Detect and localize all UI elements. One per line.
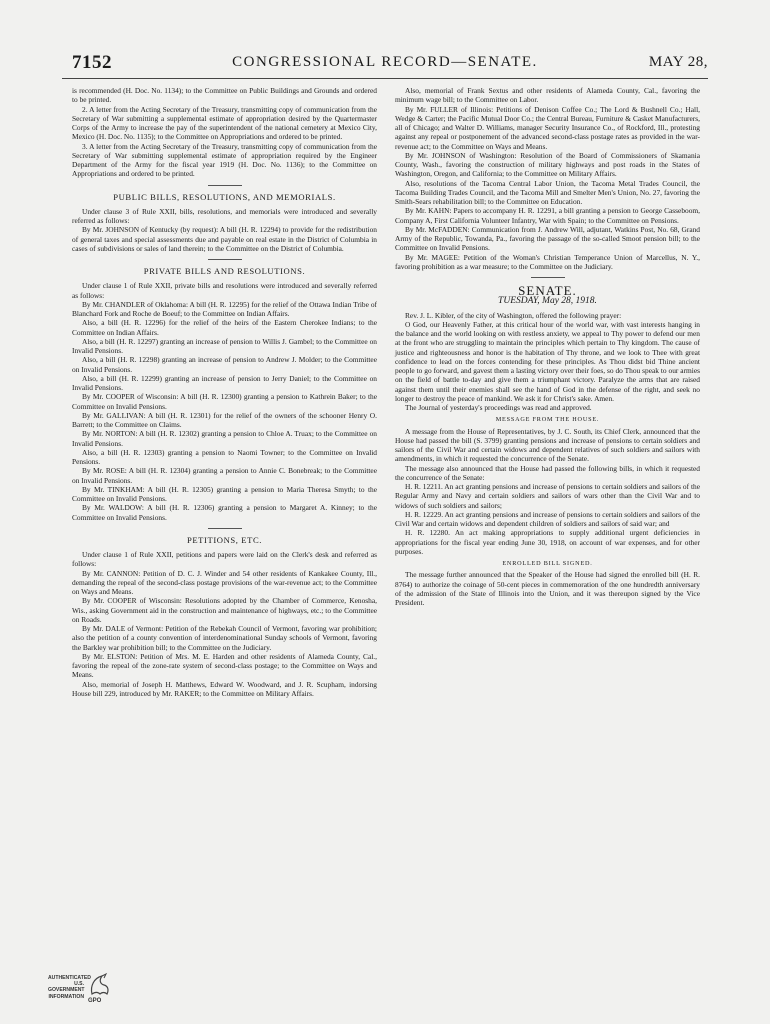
paragraph: H. R. 12211. An act granting pensions and increase of pensions to certain soldiers and sailors of the Regular Army and Navy and certain soldiers and sailors of wars other than the Civil War and to widows of such soldiers and sailors; [395, 482, 700, 510]
section-divider [208, 528, 242, 529]
section-divider [208, 185, 242, 186]
section-divider [531, 277, 565, 278]
paragraph: By Mr. ROSE: A bill (H. R. 12304) granting a pension to Annie C. Bonebreak; to the Committee on Invalid Pensions. [72, 466, 377, 485]
gpo-text [48, 975, 91, 1000]
paragraph: Also, a bill (H. R. 12297) granting an increase of pension to Willis J. Gambel; to the Committee on Invalid Pensions. [72, 336, 377, 355]
paragraph: By Mr. COOPER of Wisconsin: A bill (H. R. 12300) granting a pension to Kathrein Baker; to the Committee on Invalid Pensions. [72, 392, 377, 411]
paragraph: By Mr. JOHNSON of Washington: Resolution of the Board of Commissioners of Skamania County, Wash., favoring the construction of military highways and post roads in the States of Washington, Oregon, and California; to the Committee on Military Affairs. [395, 150, 700, 179]
paragraph: H. R. 12229. An act granting pensions and increase of pensions to certain soldiers and sailors of the Civil War and certain widows and dependent children of soldiers and sailors of said war; and [395, 509, 700, 528]
paragraph: is recommended (H. Doc. No. 1134); to the Committee on Public Buildings and Grounds and ordered to be printed. [72, 86, 377, 105]
session-date: TUESDAY, May 28, 1918. [498, 296, 597, 307]
gpo-word: GPO [88, 998, 102, 1004]
paragraph: Also, resolutions of the Tacoma Central Labor Union, the Tacoma Metal Trades Council, the Tacoma Building Trades Council, and the Tacoma Mill and Smelter Men's Union, No. 27, favoring the Smith-Sears rehabilitation bill; to the Committee on Education. [395, 178, 700, 206]
gpo-line: AUTHENTICATED [48, 975, 91, 981]
page-number: 7152 [72, 52, 112, 73]
section-heading: PRIVATE BILLS AND RESOLUTIONS. [143, 266, 306, 276]
paragraph: By Mr. DALE of Vermont: Petition of the Rebekah Council of Vermont, favoring war prohibition; also the petition of a county convention of interdenominational Sunday schools of Vermont, favoring the Barkley war prohibition bill; to the Committee on the Judiciary. [72, 624, 377, 652]
paragraph: Also, memorial of Joseph H. Matthews, Edward W. Woodward, and J. R. Scupham, indorsing House bill 229, introduced by Mr. RAKER; to the Committee on Military Affairs. [72, 679, 377, 698]
paragraph: By Mr. NORTON: A bill (H. R. 12302) granting a pension to Chloe A. Truax; to the Committee on Invalid Pensions. [72, 429, 377, 448]
paragraph: A message from the House of Representatives, by J. C. South, its Chief Clerk, announced that the House had passed the bill (S. 3799) granting pensions and increase of pensions to certain soldiers and sailors of the Civil War and certain widows and dependent relatives of such soldiers and sailors with amendments, in which it requested the concurrence of the Senate. [395, 426, 700, 464]
paragraph: Under clause 3 of Rule XXII, bills, resolutions, and memorials were introduced and severally referred as follows: [72, 206, 377, 225]
gpo-line: INFORMATION [48, 993, 84, 1000]
paragraph: Rev. J. L. Kibler, of the city of Washington, offered the following prayer: [405, 310, 622, 320]
paragraph: By Mr. JOHNSON of Kentucky (by request): A bill (H. R. 12294) to provide for the redistribution of general taxes and special assessments due and payable on real estate in the District of Columbia in cases of subdivisions or sales of land therein; to the Committee on the District of Columbia. [72, 225, 377, 253]
paragraph: By Mr. CHANDLER of Oklahoma: A bill (H. R. 12295) for the relief of the Ottawa Indian Tribe of Blanchard Fork and Roche de Boeuf; to the Committee on Indian Affairs. [72, 299, 377, 318]
paragraph: Also, a bill (H. R. 12296) for the relief of the heirs of the Eastern Cherokee Indians; to the Committee on Indian Affairs. [72, 318, 377, 337]
left-column [72, 86, 377, 698]
right-column [395, 86, 700, 607]
paragraph: 2. A letter from the Acting Secretary of the Treasury, transmitting copy of communication from the Secretary of War submitting a supplemental estimate of appropriation desired by the Quartermaster Corps of the Army to increase the pay of the superintendent of the national cemetery at Mexico City, Mexico (H. Doc. No. 1135); to the Committee on Appropriations and ordered to be printed. [72, 104, 377, 142]
paragraph: Also, memorial of Frank Sextus and other residents of Alameda County, Cal., favoring the minimum wage bill; to the Committee on Labor. [395, 86, 700, 105]
paragraph: By Mr. McFADDEN: Communication from J. Andrew Will, adjutant, Watkins Post, No. 68, Grand Army of the Republic, Towanda, Pa., favoring the passage of the so-called Smoot pension bill; to the Committee on Invalid Pensions. [395, 224, 700, 253]
paragraph: By Mr. MAGEE: Petition of the Woman's Christian Temperance Union of Marcellus, N. Y., favoring prohibition as a war measure; to the Committee on the Judiciary. [395, 252, 700, 271]
section-heading: PETITIONS, ETC. [186, 534, 263, 545]
paragraph: By Mr. KAHN: Papers to accompany H. R. 12291, a bill granting a pension to George Casseboom, Company A, First California Volunteer Infantry, War with Spain; to the Committee on Pensions. [395, 206, 700, 225]
gpo-authentication-badge [48, 972, 114, 1008]
paragraph: The Journal of yesterday's proceedings was read and approved. [405, 403, 592, 412]
section-heading: PUBLIC BILLS, RESOLUTIONS, AND MEMORIALS. [113, 191, 336, 202]
paragraph: The message also announced that the House had passed the following bills, in which it requested the concurrence of the Senate: [395, 463, 700, 482]
paragraph: By Mr. FULLER of Illinois: Petitions of Denison Coffee Co.; The Lord & Bushnell Co.; Hall, Wedge & Carter; the Pacific Mutual Door Co.; the Central Bureau, Furniture & Casket Manufacturers, all of Chicago; and Walter D. Williams, manager Security Insurance Co., of Rockford, Ill., protesting against any repeal or postponement of the advanced second-class postage rates as provided in the war-revenue act; to the Committee on Ways and Means. [395, 104, 700, 151]
subsection-heading: ENROLLED BILL SIGNED. [502, 560, 593, 567]
paragraph: The message further announced that the Speaker of the House had signed the enrolled bill (H. R. 8764) to authorize the coinage of 50-cent pieces in commemoration of the one hundredth anniversary of the admission of the State of Illinois into the Union, and it was thereupon signed by the Vice President. [395, 570, 700, 607]
gpo-line: U.S. GOVERNMENT [48, 981, 85, 994]
paragraph: By Mr. CANNON: Petition of D. C. J. Winder and 54 other residents of Kankakee County, Ill., demanding the repeal of the second-class postage provisions of the war-revenue act; to the Committee on Ways and Means. [72, 568, 377, 596]
journal-title: CONGRESSIONAL RECORD—SENATE. [232, 54, 538, 70]
paragraph: By Mr. COOPER of Wisconsin: Resolutions adopted by the Chamber of Commerce, Kenosha, Wis., asking Government aid in the construction and maintenance of highways, etc.; to the Committee on Roads. [72, 596, 377, 624]
paragraph: 3. A letter from the Acting Secretary of the Treasury, transmitting copy of communication from the Secretary of War submitting supplemental estimate of appropriation required by the Engineer Department of the Army for the fiscal year 1919 (H. Doc. No. 1136); to the Committee on Appropriations and ordered to be printed. [72, 141, 377, 179]
header-date: MAY 28, [648, 54, 708, 70]
paragraph: Also, a bill (H. R. 12298) granting an increase of pension to Andrew J. Molder; to the Committee on Invalid Pensions. [72, 355, 377, 374]
paragraph: By Mr. WALDOW: A bill (H. R. 12306) granting a pension to Margaret A. Kinney; to the Committee on Invalid Pensions. [72, 503, 377, 522]
paragraph: Under clause 1 of Rule XXII, private bills and resolutions were introduced and severally referred as follows: [72, 281, 377, 300]
senate-heading: SENATE. [518, 283, 577, 298]
paragraph: H. R. 12280. An act making appropriations to supply additional urgent deficiencies in appropriations for the fiscal year ending June 30, 1918, on account of war expenses, and for other purposes. [395, 528, 700, 556]
subsection-heading: MESSAGE FROM THE HOUSE. [495, 416, 600, 424]
paragraph: Under clause 1 of Rule XXII, petitions and papers were laid on the Clerk's desk and referred as follows: [72, 550, 377, 569]
section-divider [208, 259, 242, 260]
paragraph: By Mr. GALLIVAN: A bill (H. R. 12301) for the relief of the owners of the schooner Henry O. Barrett; to the Committee on Claims. [72, 410, 377, 429]
page-header [62, 50, 708, 79]
paragraph: By Mr. ELSTON: Petition of Mrs. M. E. Harden and other residents of Alameda County, Cal., favoring the repeal of the zone-rate system of second-class postage; to the Committee on Ways and Means. [72, 651, 377, 680]
paragraph: Also, a bill (H. R. 12303) granting a pension to Naomi Towner; to the Committee on Invalid Pensions. [72, 447, 377, 466]
paragraph: O God, our Heavenly Father, at this critical hour of the world war, with vast interests hanging in the balance and the world looking on with restless anxiety, we appeal to Thy power to defend our men at the front who are struggling to maintain the principles which pertain to Thy kingdom. The cause of justice and righteousness and honor is the habitation of Thy throne, and we look to Thee with great confidence to lead on the forces contending for these principles. As Thou didst bid Thine ancient people to go forward, and gavest them a lasting victory over their foes, so do Thou speak to our armies on the field of battle to-day and give them a triumphant victory. Paralyze the arms that are raised against them until their enemies shall see the hand of God in the defense of the right, and seek no longer to destroy the peace of mankind. We ask it for Christ's sake. Amen. [395, 319, 700, 403]
paragraph: By Mr. TINKHAM: A bill (H. R. 12305) granting a pension to Maria Theresa Smyth; to the Committee on Invalid Pensions. [72, 484, 377, 503]
paragraph: Also, a bill (H. R. 12299) granting an increase of pension to Jerry Daniel; to the Committee on Invalid Pensions. [72, 373, 377, 392]
